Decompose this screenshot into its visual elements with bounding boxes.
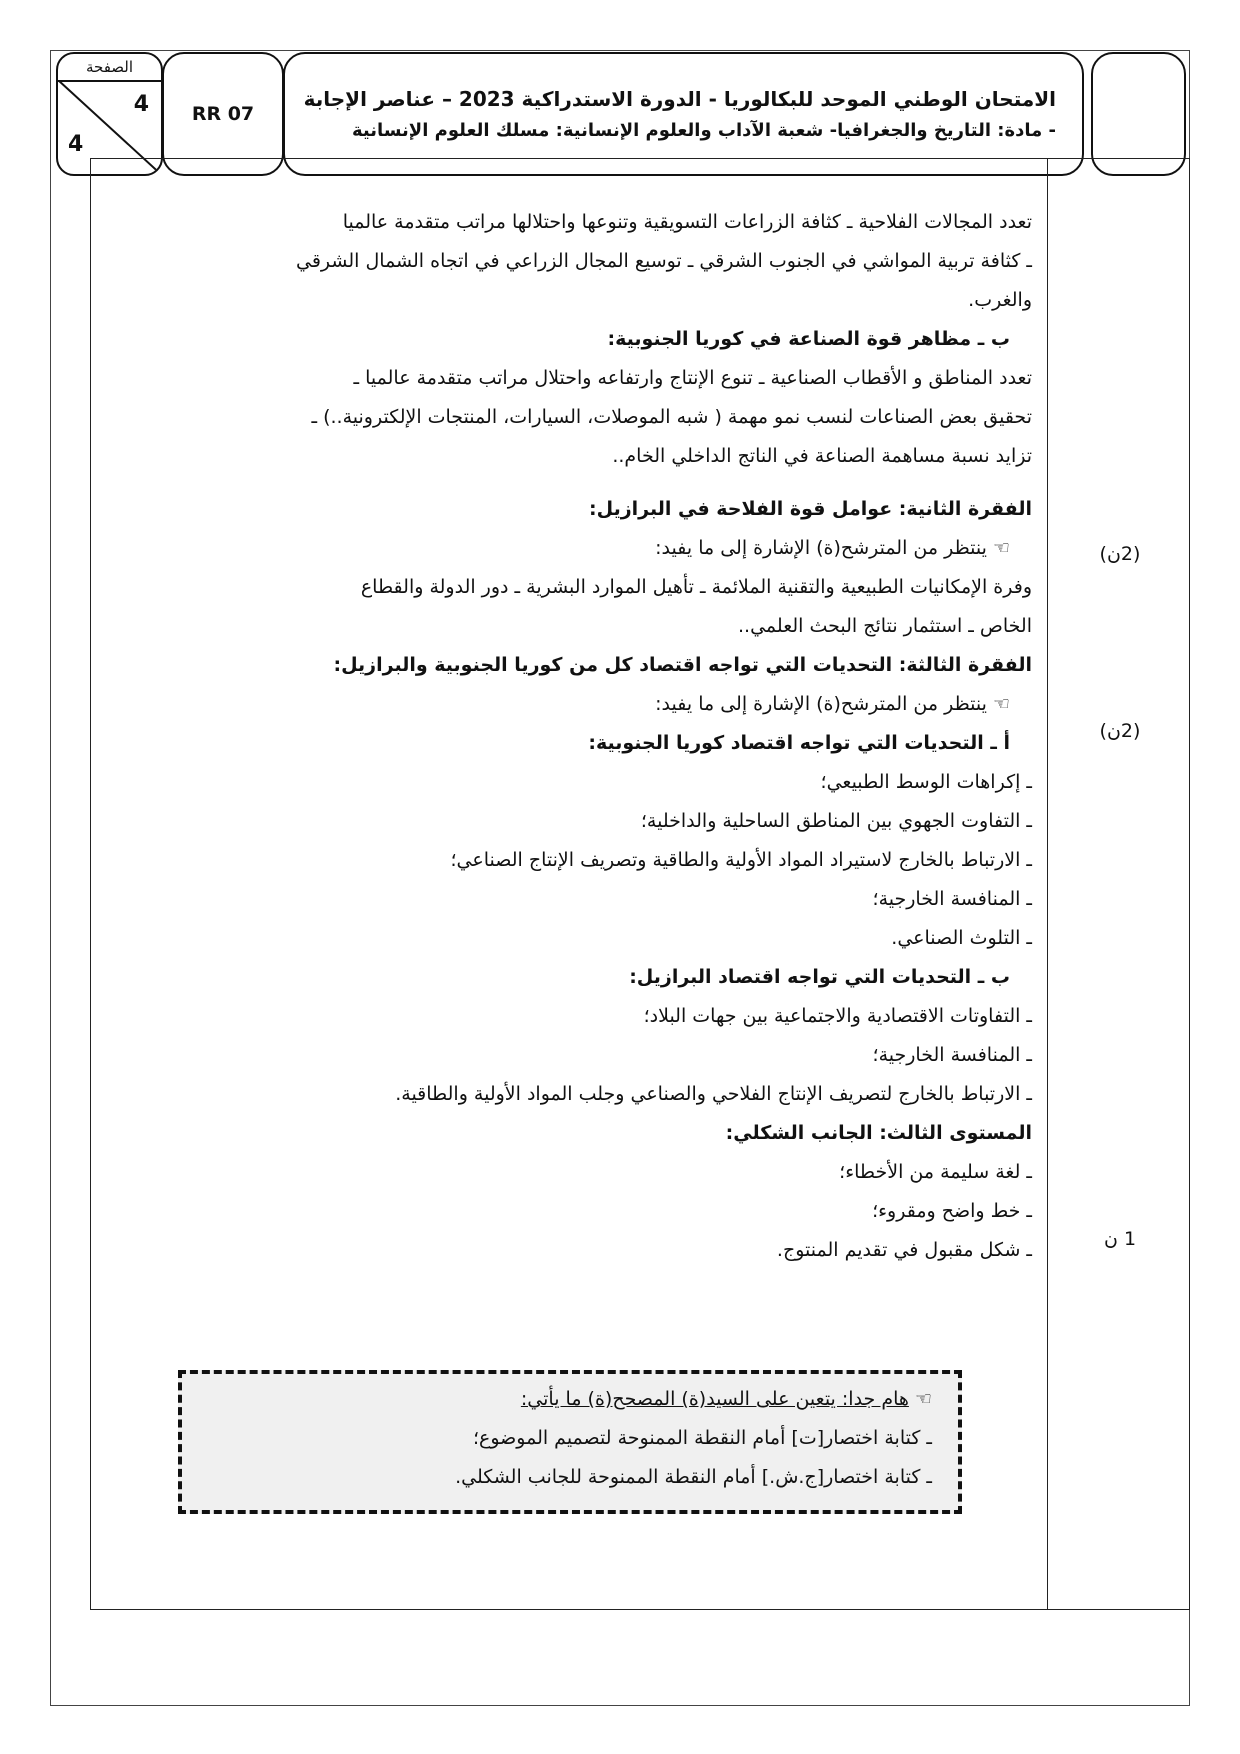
- brazil-item: ـ التفاوتات الاقتصادية والاجتماعية بين جهات البلاد؛: [643, 1005, 1032, 1027]
- industry-line-2: تحقيق بعض الصناعات لنسب نمو مهمة ( شبه الموصلات، السيارات، المنتجات الإلكترونية..) ـ: [311, 406, 1032, 428]
- exam-title: [304, 84, 1056, 146]
- korea-item: ـ إكراهات الوسط الطبيعي؛: [820, 771, 1032, 793]
- para3-heading: الفقرة الثالثة: التحديات التي تواجه اقتصاد كل من كوريا الجنوبية والبرازيل:: [333, 654, 1032, 676]
- important-note-box: [178, 1370, 962, 1514]
- page-number: 4: [133, 92, 149, 117]
- para2-line-2: الخاص ـ استثمار نتائج البحث العلمي..: [738, 615, 1032, 637]
- para2-heading: الفقرة الثانية: عوامل قوة الفلاحة في البرازيل:: [589, 498, 1032, 520]
- mark-level3: 1 ن: [1103, 1228, 1137, 1250]
- brazil-heading: ب ـ التحديات التي تواجه اقتصاد البرازيل:: [629, 966, 1010, 988]
- agri-line-3: والغرب.: [968, 289, 1032, 311]
- level3-heading: المستوى الثالث: الجانب الشكلي:: [725, 1122, 1032, 1144]
- industry-line-3: تزايد نسبة مساهمة الصناعة في الناتج الداخلي الخام..: [612, 445, 1032, 467]
- note-title: هام جدا: يتعين على السيد(ة) المصحح(ة) ما يأتي:: [520, 1388, 909, 1410]
- note-line-2: ـ كتابة اختصار[ج.ش.] أمام النقطة الممنوحة للجانب الشكلي.: [455, 1466, 932, 1488]
- exam-code: RR 07: [191, 103, 255, 125]
- agri-line-1: تعدد المجالات الفلاحية ـ كثافة الزراعات التسويقية وتنوعها واحتلالها مراتب متقدمة عالميا: [342, 211, 1032, 233]
- note-line-1: ـ كتابة اختصار[ت] أمام النقطة الممنوحة لتصميم الموضوع؛: [472, 1427, 932, 1449]
- expect-line: ☜ ينتظر من المترشح(ة) الإشارة إلى ما يفيد:: [655, 537, 1010, 559]
- level3-item: ـ شكل مقبول في تقديم المنتوج.: [776, 1239, 1032, 1261]
- expect-line: ☜ ينتظر من المترشح(ة) الإشارة إلى ما يفيد:: [655, 693, 1010, 715]
- note-title-line: [202, 1380, 932, 1419]
- brazil-item: ـ الارتباط بالخارج لتصريف الإنتاج الفلاحي والصناعي وجلب المواد الأولية والطاقية.: [395, 1083, 1032, 1105]
- pointing-hand-icon: ☜: [914, 1388, 932, 1410]
- korea-heading: أ ـ التحديات التي تواجه اقتصاد كوريا الجنوبية:: [588, 732, 1010, 754]
- industry-heading: ب ـ مظاهر قوة الصناعة في كوريا الجنوبية:: [607, 328, 1010, 350]
- korea-item: ـ التفاوت الجهوي بين المناطق الساحلية والداخلية؛: [640, 810, 1032, 832]
- korea-item: ـ الارتباط بالخارج لاستيراد المواد الأولية والطاقية وتصريف الإنتاج الصناعي؛: [450, 849, 1032, 871]
- korea-item: ـ المنافسة الخارجية؛: [872, 888, 1032, 910]
- title-line-2: - مادة: التاريخ والجغرافيا- شعبة الآداب والعلوم الإنسانية: مسلك العلوم الإنسانية: [351, 120, 1056, 141]
- brazil-item: ـ المنافسة الخارجية؛: [872, 1044, 1032, 1066]
- agri-line-2: ـ كثافة تربية المواشي في الجنوب الشرقي ـ توسيع المجال الزراعي في اتجاه الشمال الشرقي: [296, 250, 1032, 272]
- mark-para3: (2ن): [1099, 720, 1141, 742]
- title-line-1: الامتحان الوطني الموحد للبكالوريا - الدورة الاستدراكية 2023 – عناصر الإجابة: [303, 87, 1056, 111]
- marks-column-divider: [1047, 158, 1048, 1610]
- industry-line-1: تعدد المناطق و الأقطاب الصناعية ـ تنوع الإنتاج وارتفاعه واحتلال مراتب متقدمة عالميا ـ: [353, 367, 1032, 389]
- page-total: 4: [68, 132, 84, 157]
- answer-content: [22, 203, 1032, 1270]
- level3-item: ـ خط واضح ومقروء؛: [872, 1200, 1032, 1222]
- para2-line-1: وفرة الإمكانيات الطبيعية والتقنية الملائمة ـ تأهيل الموارد البشرية ـ دور الدولة والقطاع: [360, 576, 1032, 598]
- mark-para2: (2ن): [1099, 543, 1141, 565]
- page-label: الصفحة: [58, 54, 161, 82]
- level3-item: ـ لغة سليمة من الأخطاء؛: [839, 1161, 1032, 1183]
- korea-item: ـ التلوث الصناعي.: [891, 927, 1032, 949]
